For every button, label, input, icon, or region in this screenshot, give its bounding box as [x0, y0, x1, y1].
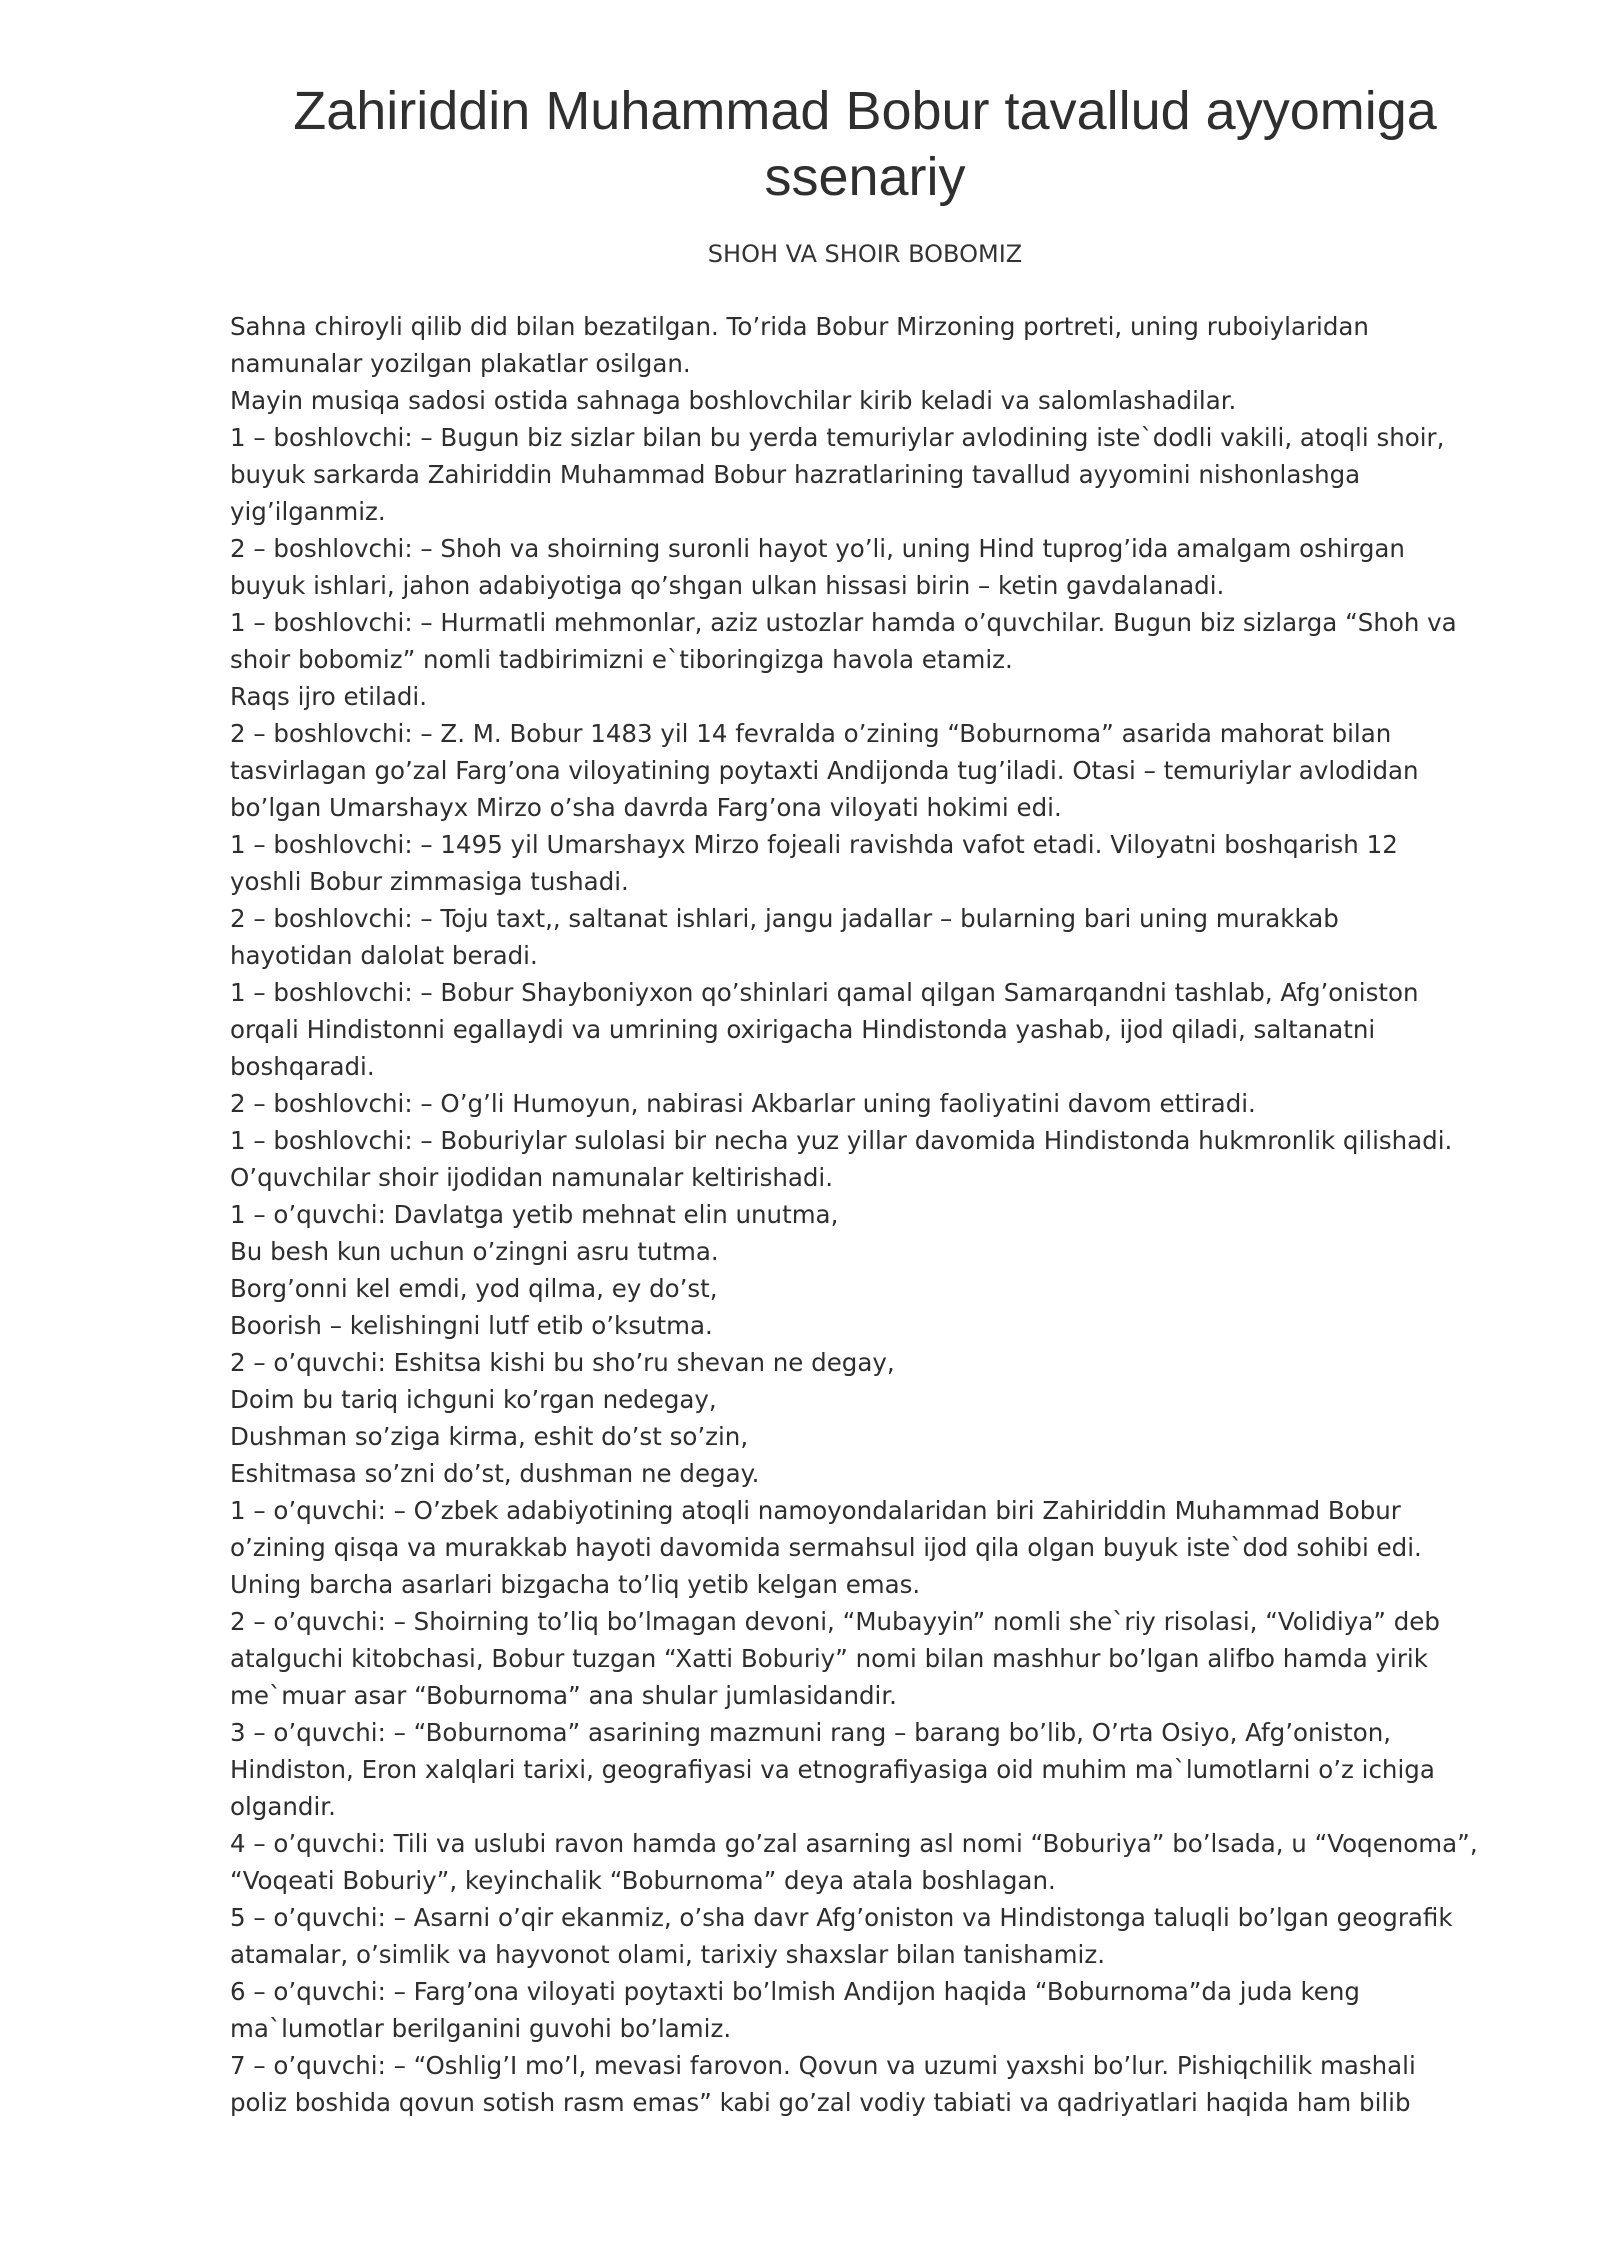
- body-line: 1 – boshlovchi: – Boburiylar sulolasi bir necha yuz yillar davomida Hindistonda hukmronlik qilishadi.: [230, 1126, 1453, 1155]
- document-title: [230, 78, 1500, 210]
- body-line: 4 – o’quvchi: Tili va uslubi ravon hamda go’zal asarning asl nomi “Boburiya” bo’lsada, u “Voqenoma”,: [230, 1829, 1478, 1858]
- body-line: 1 – boshlovchi: – Bugun biz sizlar bilan bu yerda temuriylar avlodining iste`dodli vakili, atoqli shoir,: [230, 423, 1445, 452]
- body-line: 1 – o’quvchi: – O’zbek adabiyotining atoqli namoyondalaridan biri Zahiriddin Muhammad Bobur: [230, 1496, 1401, 1525]
- body-line: Sahna chiroyli qilib did bilan bezatilgan. To’rida Bobur Mirzoning portreti, uning ruboiylaridan: [230, 312, 1369, 341]
- body-line: O’quvchilar shoir ijodidan namunalar keltirishadi.: [230, 1163, 834, 1192]
- body-line: yig’ilganmiz.: [230, 497, 386, 526]
- body-line: 1 – boshlovchi: – Bobur Shayboniyxon qo’shinlari qamal qilgan Samarqandni tashlab, Afg’oniston: [230, 978, 1419, 1007]
- body-line: atalguchi kitobchasi, Bobur tuzgan “Xatti Boburiy” nomi bilan mashhur bo’lgan alifbo hamda yirik: [230, 1644, 1428, 1673]
- body-line: 2 – boshlovchi: – Shoh va shoirning suronli hayot yo’li, uning Hind tuprog’ida amalgam oshirgan: [230, 534, 1405, 563]
- body-line: 2 – boshlovchi: – O’g’li Humoyun, nabirasi Akbarlar uning faoliyatini davom ettiradi.: [230, 1089, 1256, 1118]
- body-line: shoir bobomiz” nomli tadbirimizni e`tiboringizga havola etamiz.: [230, 645, 1013, 674]
- body-line: 2 – o’quvchi: – Shoirning to’liq bo’lmagan devoni, “Mubayyin” nomli she`riy risolasi, “Volidiya” deb: [230, 1607, 1440, 1636]
- body-line: buyuk ishlari, jahon adabiyotiga qo’shgan ulkan hissasi birin – ketin gavdalanadi.: [230, 571, 1225, 600]
- body-line: hayotidan dalolat beradi.: [230, 941, 538, 970]
- body-line: 3 – o’quvchi: – “Boburnoma” asarining mazmuni rang – barang bo’lib, O’rta Osiyo, Afg’oniston,: [230, 1718, 1392, 1747]
- body-line: Mayin musiqa sadosi ostida sahnaga boshlovchilar kirib keladi va salomlashadilar.: [230, 386, 1237, 415]
- body-line: poliz boshida qovun sotish rasm emas” kabi go’zal vodiy tabiati va qadriyatlari haqida ham bilib: [230, 2088, 1411, 2117]
- body-line: buyuk sarkarda Zahiriddin Muhammad Bobur hazratlarining tavallud ayyomini nishonlashga: [230, 460, 1361, 489]
- body-line: 2 – o’quvchi: Eshitsa kishi bu sho’ru shevan ne degay,: [230, 1348, 895, 1377]
- body-line: “Voqeati Boburiy”, keyinchalik “Boburnoma” deya atala boshlagan.: [230, 1866, 1056, 1895]
- body-line: Borg’onni kel emdi, yod qilma, ey do’st,: [230, 1274, 718, 1303]
- body-line: Uning barcha asarlari bizgacha to’liq yetib kelgan emas.: [230, 1570, 921, 1599]
- body-line: ma`lumotlar berilganini guvohi bo’lamiz.: [230, 2014, 732, 2043]
- document-body: [230, 308, 1510, 2121]
- body-line: atamalar, o’simlik va hayvonot olami, tarixiy shaxslar bilan tanishamiz.: [230, 1940, 1106, 1969]
- body-line: Boorish – kelishingni lutf etib o’ksutma.: [230, 1311, 713, 1340]
- body-line: 1 – boshlovchi: – Hurmatli mehmonlar, aziz ustozlar hamda o’quvchilar. Bugun biz sizlarga “Shoh va: [230, 608, 1457, 637]
- body-line: Eshitmasa so’zni do’st, dushman ne degay.: [230, 1459, 760, 1488]
- body-line: tasvirlagan go’zal Farg’ona viloyatining poytaxti Andijonda tug’iladi. Otasi – temuriylar avlodidan: [230, 756, 1419, 785]
- body-line: Bu besh kun uchun o’zingni asru tutma.: [230, 1237, 719, 1266]
- body-line: 5 – o’quvchi: – Asarni o’qir ekanmiz, o’sha davr Afg’oniston va Hindistonga taluqli bo’lgan geografik: [230, 1903, 1453, 1932]
- body-line: o’zining qisqa va murakkab hayoti davomida sermahsul ijod qila olgan buyuk iste`dod sohibi edi.: [230, 1533, 1422, 1562]
- body-line: olgandir.: [230, 1792, 336, 1821]
- body-line: yoshli Bobur zimmasiga tushadi.: [230, 867, 629, 896]
- title-line-2: ssenariy: [764, 147, 966, 207]
- body-line: 1 – o’quvchi: Davlatga yetib mehnat elin unutma,: [230, 1200, 839, 1229]
- body-line: 6 – o’quvchi: – Farg’ona viloyati poytaxti bo’lmish Andijon haqida “Boburnoma”da juda keng: [230, 1977, 1360, 2006]
- body-line: Hindiston, Eron xalqlari tarixi, geografiyasi va etnografiyasiga oid muhim ma`lumotlarni o’z ichiga: [230, 1755, 1435, 1784]
- body-line: 7 – o’quvchi: – “Oshlig’I mo’l, mevasi farovon. Qovun va uzumi yaxshi bo’lur. Pishiqchilik mashali: [230, 2051, 1416, 2080]
- document-subtitle: SHOH VA SHOIR BOBOMIZ: [707, 240, 1023, 268]
- body-line: 1 – boshlovchi: – 1495 yil Umarshayx Mirzo fojeali ravishda vafot etadi. Viloyatni boshqarish 12: [230, 830, 1398, 859]
- body-line: boshqaradi.: [230, 1052, 375, 1081]
- body-line: namunalar yozilgan plakatlar osilgan.: [230, 349, 691, 378]
- body-line: Raqs ijro etiladi.: [230, 682, 427, 711]
- body-line: 2 – boshlovchi: – Z. M. Bobur 1483 yil 14 fevralda o’zining “Boburnoma” asarida mahorat bilan: [230, 719, 1392, 748]
- body-line: me`muar asar “Boburnoma” ana shular jumlasidandir.: [230, 1681, 897, 1710]
- body-line: Dushman so’ziga kirma, eshit do’st so’zin,: [230, 1422, 749, 1451]
- body-line: orqali Hindistonni egallaydi va umrining oxirigacha Hindistonda yashab, ijod qiladi, saltanatni: [230, 1015, 1376, 1044]
- title-line-1: Zahiriddin Muhammad Bobur tavallud ayyomiga: [293, 81, 1437, 141]
- body-line: bo’lgan Umarshayx Mirzo o’sha davrda Farg’ona viloyati hokimi edi.: [230, 793, 1062, 822]
- body-line: 2 – boshlovchi: – Toju taxt,, saltanat ishlari, jangu jadallar – bularning bari uning murakkab: [230, 904, 1339, 933]
- body-line: Doim bu tariq ichguni ko’rgan nedegay,: [230, 1385, 717, 1414]
